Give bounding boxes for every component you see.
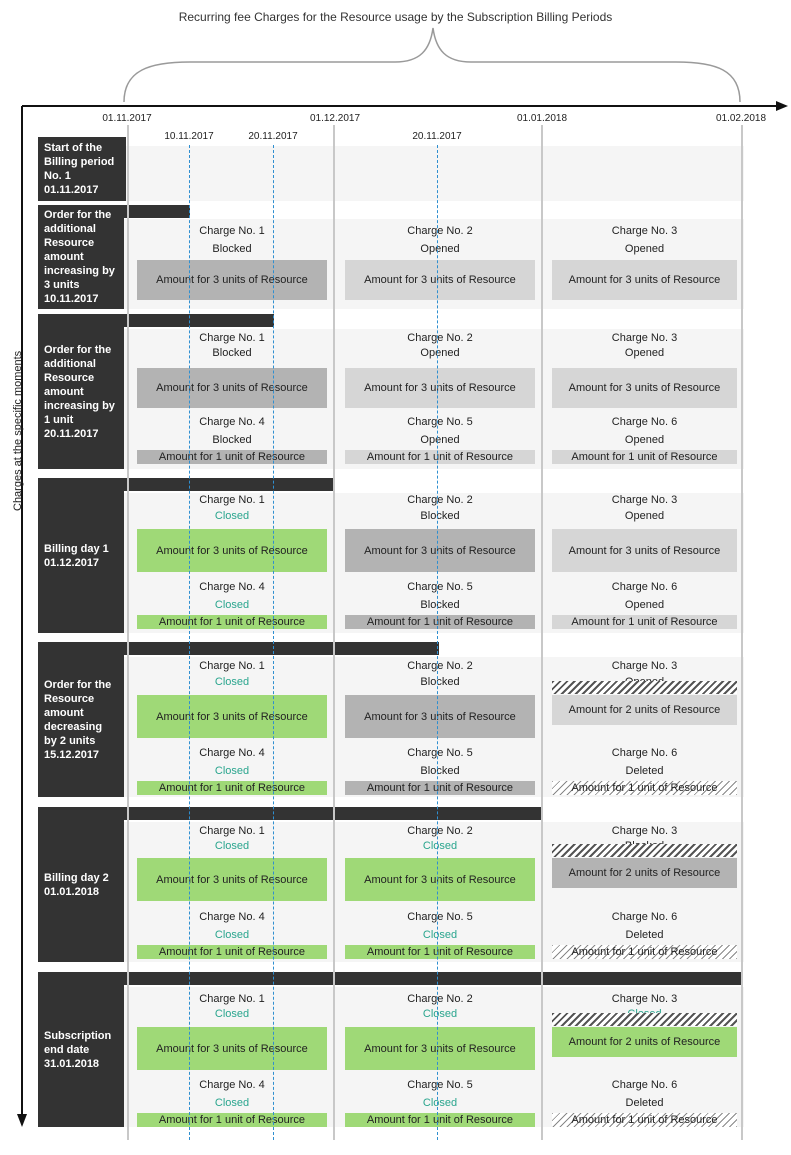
period-gridline bbox=[741, 125, 743, 1140]
charge-title: Charge No. 3 bbox=[611, 494, 678, 506]
charge-amount: Amount for 1 unit of Resource bbox=[345, 945, 535, 959]
charge-amount: Amount for 3 units of Resource bbox=[552, 368, 737, 408]
moment-bar bbox=[124, 205, 190, 218]
charge-amount: Amount for 3 units of Resource bbox=[345, 529, 535, 572]
row-label: Order for the Resource amount decreasing by 2 units 15.12.2017 bbox=[38, 642, 124, 797]
charge-amount: Amount for 3 units of Resource bbox=[137, 260, 327, 300]
marker-line bbox=[189, 145, 190, 1140]
charge-status: Opened bbox=[624, 510, 665, 522]
charge-title: Charge No. 4 bbox=[199, 581, 265, 593]
charge-title: Charge No. 2 bbox=[407, 494, 473, 506]
diagram-title: Recurring fee Charges for the Resource usage by the Subscription Billing Periods bbox=[178, 10, 613, 24]
y-axis-label: Charges at the specific moments bbox=[12, 350, 24, 511]
charge-amount: Amount for 1 unit of Resource bbox=[137, 615, 327, 629]
charge-status: Blocked bbox=[420, 599, 460, 611]
row-label: Start of the Billing period No. 1 01.11.2017 bbox=[38, 137, 126, 201]
charge-status: Opened bbox=[624, 243, 665, 255]
moments-axis-arrow bbox=[17, 1114, 27, 1127]
charge-title: Charge No. 1 bbox=[199, 660, 265, 672]
charge-amount: Amount for 3 units of Resource bbox=[345, 1027, 535, 1070]
charge-status: Blocked bbox=[212, 347, 252, 359]
row-label: Order for the additional Resource amount increasing by 1 unit 20.11.2017 bbox=[38, 314, 124, 469]
row-panel bbox=[124, 146, 744, 201]
charge-title: Charge No. 3 bbox=[611, 993, 678, 1005]
moment-bar bbox=[124, 478, 334, 491]
charge-status: Closed bbox=[422, 929, 458, 941]
marker-line bbox=[273, 145, 274, 1140]
charge-title: Charge No. 6 bbox=[611, 416, 678, 428]
charge-title: Charge No. 4 bbox=[199, 416, 265, 428]
charge-title: Charge No. 6 bbox=[611, 581, 678, 593]
charge-title: Charge No. 2 bbox=[407, 993, 473, 1005]
date-label: 20.11.2017 bbox=[412, 131, 462, 142]
charge-amount: Amount for 2 units of Resource bbox=[552, 1027, 737, 1057]
charge-amount: Amount for 3 units of Resource bbox=[137, 529, 327, 572]
charge-status: Opened bbox=[624, 347, 665, 359]
charge-status: Blocked bbox=[420, 765, 460, 777]
moment-bar bbox=[124, 642, 439, 655]
charge-status: Closed bbox=[214, 510, 250, 522]
charge-title: Charge No. 5 bbox=[407, 911, 473, 923]
charge-title: Charge No. 4 bbox=[199, 1079, 265, 1091]
moment-bar bbox=[124, 972, 742, 985]
charge-status: Closed bbox=[422, 1097, 458, 1109]
charge-status: Closed bbox=[214, 840, 250, 852]
charge-title: Charge No. 4 bbox=[199, 747, 265, 759]
row-label: Subscription end date 31.01.2018 bbox=[38, 972, 124, 1127]
charge-amount-deleted: Amount for 1 unit of Resource bbox=[552, 945, 737, 959]
period-gridline bbox=[127, 125, 129, 1140]
charge-status: Closed bbox=[214, 676, 250, 688]
charge-status: Closed bbox=[214, 929, 250, 941]
charge-title: Charge No. 5 bbox=[407, 1079, 473, 1091]
time-axis-arrow bbox=[776, 101, 788, 111]
charge-amount: Amount for 3 units of Resource bbox=[137, 695, 327, 738]
charge-status: Closed bbox=[214, 1008, 250, 1020]
charge-amount: Amount for 3 units of Resource bbox=[345, 695, 535, 738]
charge-title: Charge No. 4 bbox=[199, 911, 265, 923]
date-label: 01.01.2018 bbox=[516, 113, 568, 124]
charge-amount: Amount for 3 units of Resource bbox=[552, 260, 737, 300]
charge-status: Closed bbox=[214, 765, 250, 777]
charge-title: Charge No. 2 bbox=[407, 660, 473, 672]
marker-line bbox=[437, 145, 438, 1140]
charge-amount: Amount for 3 units of Resource bbox=[345, 260, 535, 300]
charge-title: Charge No. 6 bbox=[611, 747, 678, 759]
charge-amount: Amount for 3 units of Resource bbox=[552, 529, 737, 572]
charge-title: Charge No. 5 bbox=[407, 747, 473, 759]
date-label: 01.02.2018 bbox=[715, 113, 767, 124]
charge-title: Charge No. 2 bbox=[407, 225, 473, 237]
removed-units-hatch bbox=[552, 1013, 737, 1026]
charge-status: Opened bbox=[624, 434, 665, 446]
charge-status: Blocked bbox=[420, 510, 460, 522]
charge-status: Closed bbox=[214, 1097, 250, 1109]
charge-title: Charge No. 2 bbox=[407, 332, 473, 344]
charge-title: Charge No. 2 bbox=[407, 825, 473, 837]
date-label: 20.11.2017 bbox=[248, 131, 298, 142]
charge-status: Opened bbox=[420, 347, 460, 359]
row-label: Billing day 1 01.12.2017 bbox=[38, 478, 124, 633]
period-gridline bbox=[541, 125, 543, 1140]
charge-amount: Amount for 1 unit of Resource bbox=[345, 1113, 535, 1127]
row-label: Billing day 2 01.01.2018 bbox=[38, 807, 124, 962]
charge-status: Deleted bbox=[625, 1097, 664, 1109]
charge-amount: Amount for 1 unit of Resource bbox=[137, 781, 327, 795]
charge-amount-deleted: Amount for 1 unit of Resource bbox=[552, 781, 737, 795]
charge-title: Charge No. 1 bbox=[199, 332, 265, 344]
charge-amount: Amount for 3 units of Resource bbox=[137, 1027, 327, 1070]
charge-title: Charge No. 3 bbox=[611, 225, 678, 237]
charge-amount: Amount for 3 units of Resource bbox=[345, 368, 535, 408]
charge-title: Charge No. 1 bbox=[199, 993, 265, 1005]
period-gridline bbox=[333, 125, 335, 1140]
charge-amount: Amount for 1 unit of Resource bbox=[137, 450, 327, 464]
charge-amount: Amount for 1 unit of Resource bbox=[137, 1113, 327, 1127]
charge-amount: Amount for 3 units of Resource bbox=[137, 368, 327, 408]
charge-title: Charge No. 1 bbox=[199, 225, 265, 237]
charge-title: Charge No. 1 bbox=[199, 825, 265, 837]
charge-amount: Amount for 1 unit of Resource bbox=[345, 615, 535, 629]
charge-amount: Amount for 1 unit of Resource bbox=[137, 945, 327, 959]
date-label: 01.12.2017 bbox=[309, 113, 361, 124]
charge-status: Closed bbox=[214, 599, 250, 611]
charge-title: Charge No. 6 bbox=[611, 911, 678, 923]
charge-status: Opened bbox=[420, 434, 460, 446]
date-label: 10.11.2017 bbox=[164, 131, 214, 142]
charge-title: Charge No. 5 bbox=[407, 581, 473, 593]
removed-units-hatch bbox=[552, 681, 737, 694]
charge-title: Charge No. 1 bbox=[199, 494, 265, 506]
charge-amount: Amount for 1 unit of Resource bbox=[345, 781, 535, 795]
charge-title: Charge No. 6 bbox=[611, 1079, 678, 1091]
charge-status: Blocked bbox=[212, 434, 252, 446]
charge-title: Charge No. 3 bbox=[611, 660, 678, 672]
removed-units-hatch bbox=[552, 844, 737, 857]
charge-amount-deleted: Amount for 1 unit of Resource bbox=[552, 1113, 737, 1127]
charge-amount: Amount for 3 units of Resource bbox=[137, 858, 327, 901]
charge-title: Charge No. 5 bbox=[407, 416, 473, 428]
charge-amount: Amount for 1 unit of Resource bbox=[552, 450, 737, 464]
charge-status: Blocked bbox=[420, 676, 460, 688]
moment-bar bbox=[124, 314, 274, 327]
date-label: 01.11.2017 bbox=[102, 113, 152, 124]
charge-status: Closed bbox=[422, 840, 458, 852]
charge-amount: Amount for 1 unit of Resource bbox=[552, 615, 737, 629]
charge-amount: Amount for 3 units of Resource bbox=[345, 858, 535, 901]
charge-status: Closed bbox=[422, 1008, 458, 1020]
charge-amount: Amount for 1 unit of Resource bbox=[345, 450, 535, 464]
charge-status: Opened bbox=[420, 243, 460, 255]
charge-status: Opened bbox=[624, 599, 665, 611]
charge-amount: Amount for 2 units of Resource bbox=[552, 695, 737, 725]
charge-status: Blocked bbox=[212, 243, 252, 255]
charge-title: Charge No. 3 bbox=[611, 332, 678, 344]
charge-status: Deleted bbox=[625, 765, 664, 777]
charge-title: Charge No. 3 bbox=[611, 825, 678, 837]
charge-amount: Amount for 2 units of Resource bbox=[552, 858, 737, 888]
charge-status: Deleted bbox=[625, 929, 664, 941]
row-label: Order for the additional Resource amount increasing by 3 units 10.11.2017 bbox=[38, 205, 124, 309]
